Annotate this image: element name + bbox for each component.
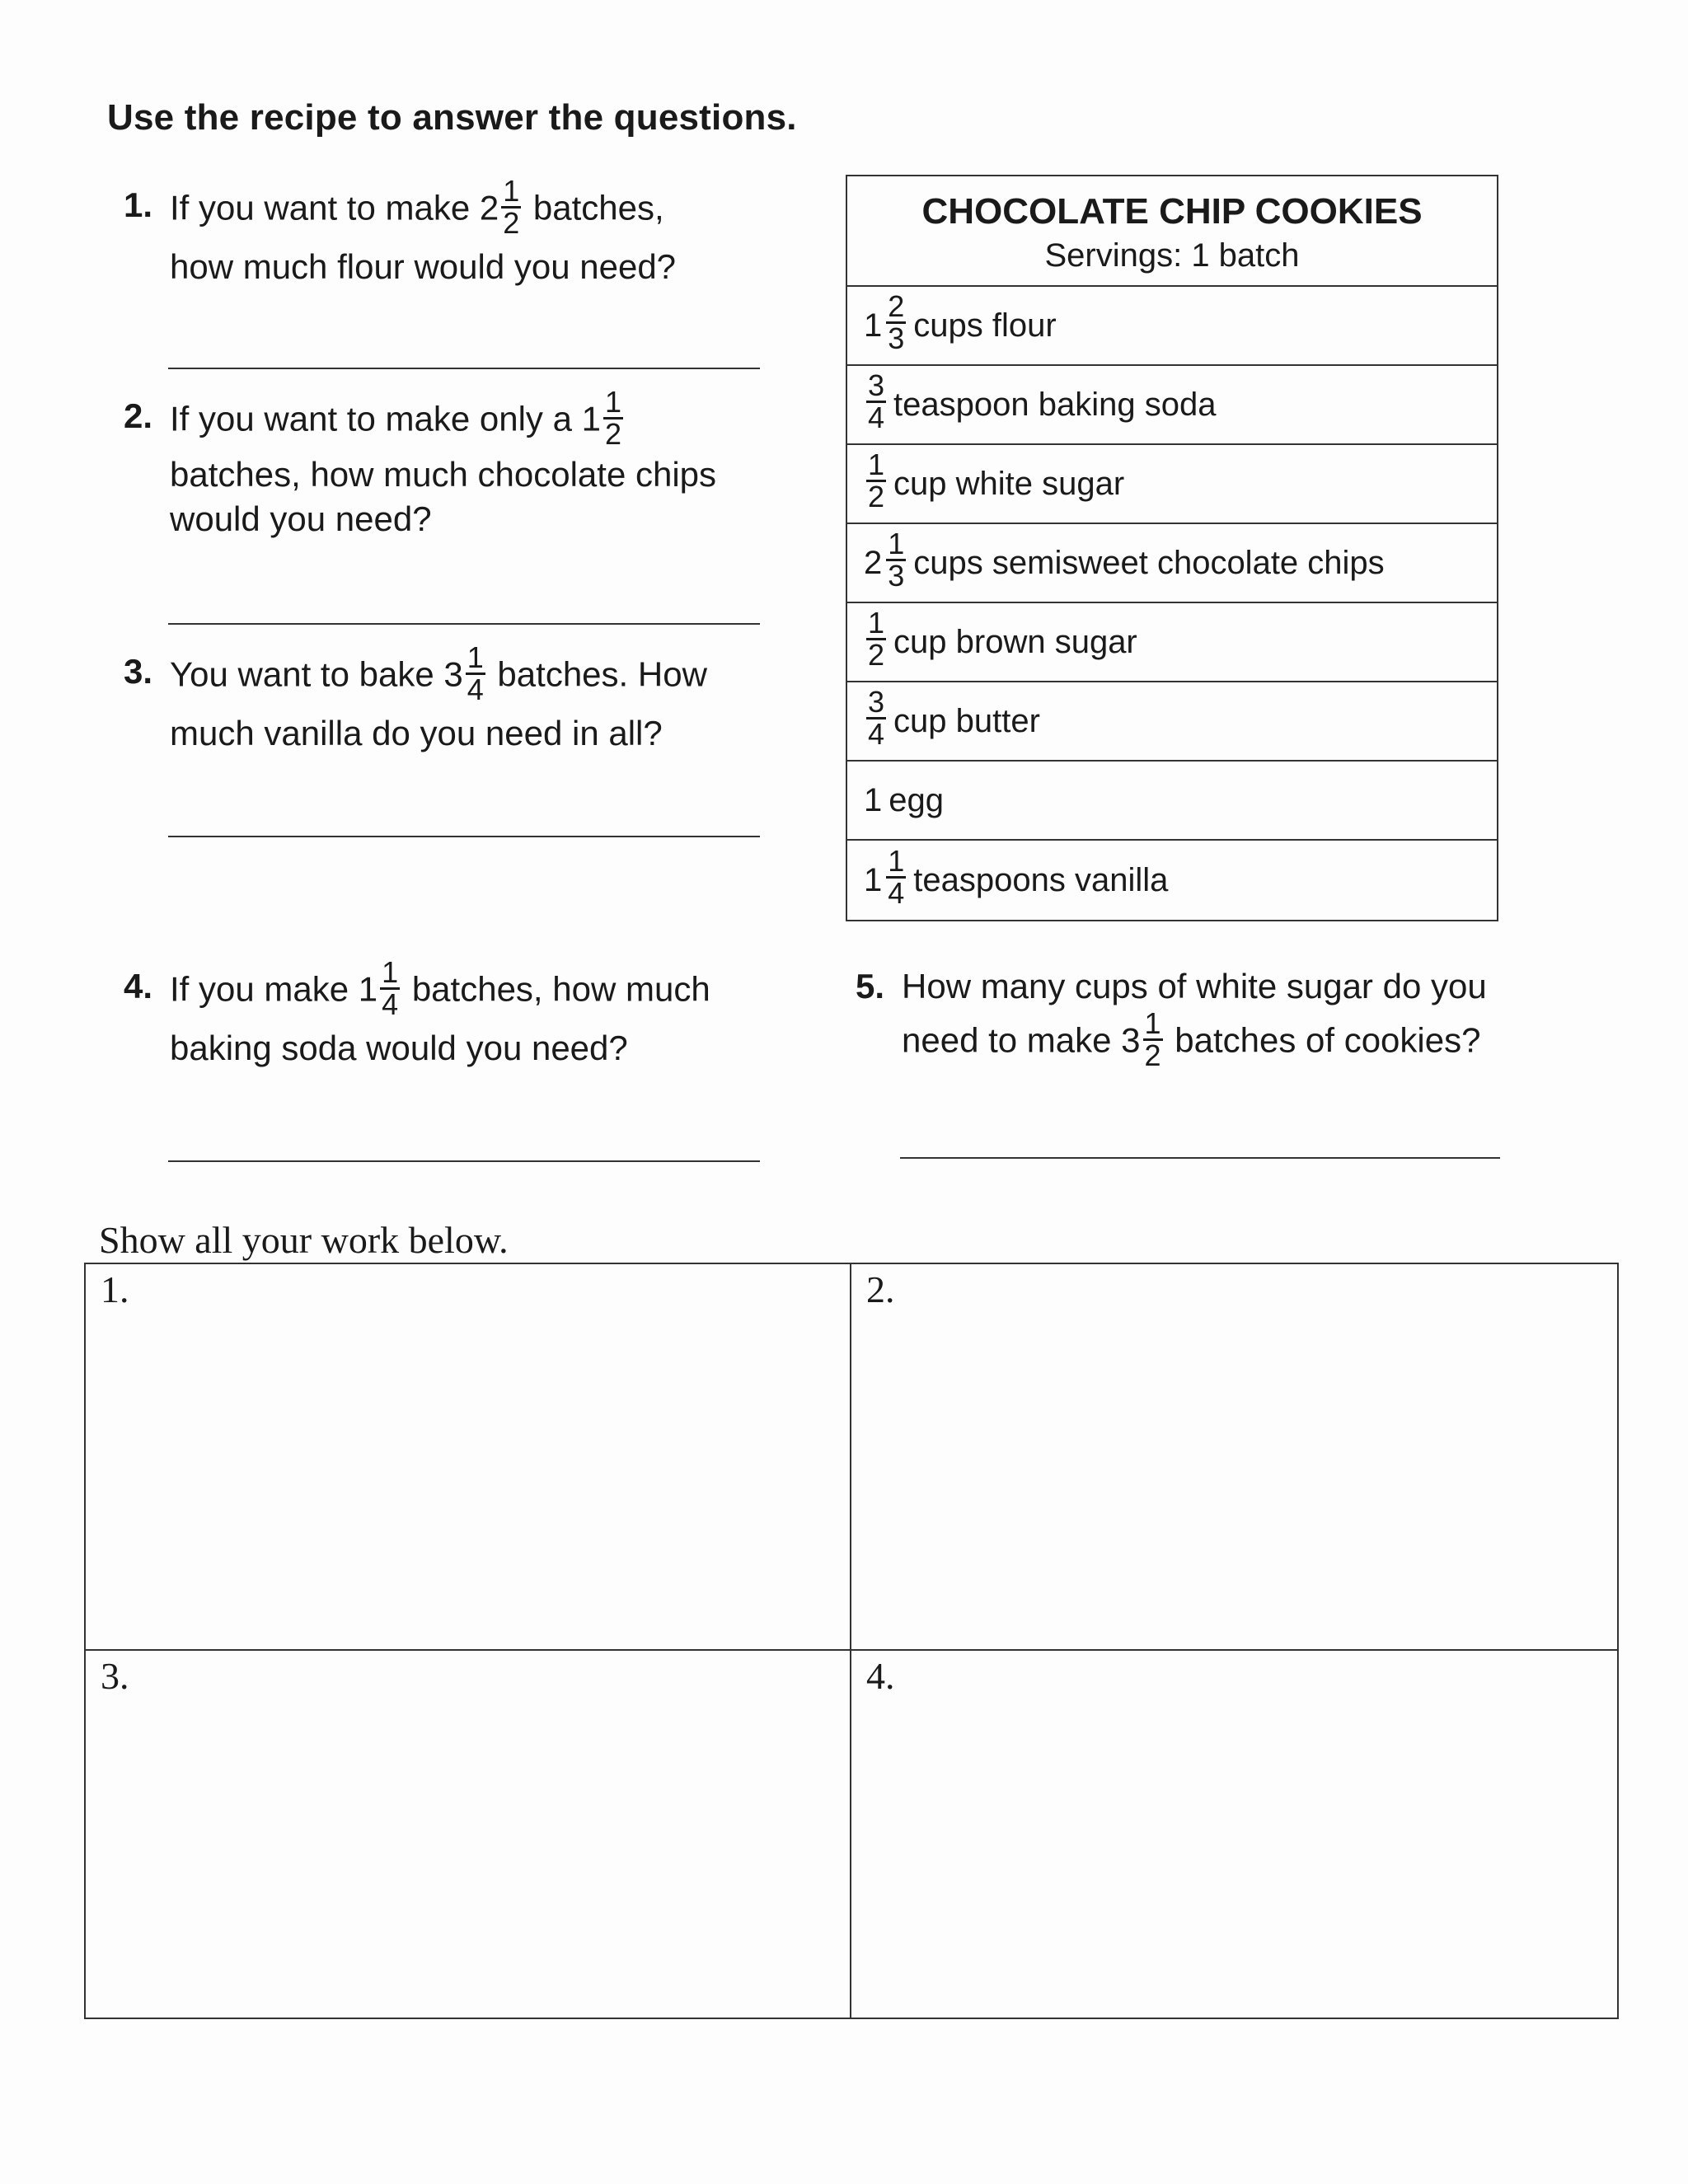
question-1 (124, 174, 750, 293)
fraction: $\frac{1}{2}$ (503, 174, 520, 240)
question-text: If you want to make only a (170, 399, 582, 438)
ingredient-fraction: $\frac{1}{4}$ (888, 843, 905, 910)
question-text: need to make (902, 1020, 1122, 1060)
ingredient-row (847, 366, 1497, 445)
question-text: batches of cookies? (1165, 1020, 1481, 1060)
mixed-whole: 2 (479, 188, 499, 227)
ingredient-fraction: $\frac{1}{3}$ (888, 526, 905, 593)
ingredient-whole: 2 (864, 544, 883, 581)
question-text: If you want to make (170, 188, 480, 227)
ingredient-fraction: $\frac{1}{2}$ (868, 447, 885, 513)
mixed-whole: 3 (443, 654, 463, 694)
ingredient-fraction: $\frac{2}{3}$ (888, 288, 905, 355)
work-instructions: Show all your work below. (99, 1219, 509, 1261)
question-text: batches, how much (402, 969, 710, 1009)
mixed-whole: 1 (581, 399, 601, 438)
question-3 (124, 640, 750, 759)
answer-line-3[interactable] (168, 836, 760, 837)
question-text: baking soda would you need? (170, 1029, 628, 1067)
ingredient-text: cups semisweet chocolate chips (913, 544, 1385, 581)
answer-line-4[interactable] (168, 1160, 760, 1162)
recipe-header (847, 176, 1497, 287)
recipe-servings: Servings: 1 batch (1044, 237, 1300, 274)
ingredient-whole: 1 (864, 861, 883, 898)
ingredient-row (847, 603, 1497, 682)
question-number: 4. (124, 967, 153, 1005)
ingredient-row (847, 445, 1497, 524)
mixed-whole: 1 (358, 969, 378, 1009)
recipe-card (846, 175, 1498, 921)
question-text: If you make (170, 969, 359, 1009)
ingredient-row (847, 762, 1497, 841)
work-cell-label: 4. (866, 1655, 895, 1697)
work-grid (84, 1263, 1619, 2019)
question-text: You want to bake (170, 654, 444, 694)
question-text: How many cups of white sugar do you (902, 967, 1487, 1005)
ingredient-text: cup brown sugar (893, 623, 1137, 660)
ingredient-whole: 1 (864, 307, 883, 344)
ingredient-whole: 1 (864, 781, 883, 818)
fraction: $\frac{1}{2}$ (1144, 1006, 1161, 1072)
recipe-title: CHOCOLATE CHIP COOKIES (921, 191, 1423, 232)
ingredient-row (847, 841, 1497, 920)
question-number: 3. (124, 652, 153, 691)
ingredient-text: egg (889, 781, 944, 818)
question-number: 2. (124, 396, 153, 435)
question-4 (124, 955, 750, 1074)
answer-line-1[interactable] (168, 368, 760, 369)
work-cell-label: 3. (101, 1655, 129, 1697)
question-text: would you need? (170, 499, 432, 538)
fraction: $\frac{1}{4}$ (467, 640, 484, 706)
question-text: batches. How (487, 654, 707, 694)
ingredient-text: teaspoon baking soda (893, 386, 1217, 423)
work-cell-1[interactable] (86, 1264, 851, 1651)
fraction: $\frac{1}{2}$ (604, 385, 621, 451)
work-cell-2[interactable] (851, 1264, 1617, 1651)
work-cell-3[interactable] (86, 1651, 851, 2018)
ingredient-row (847, 287, 1497, 366)
ingredient-text: teaspoons vanilla (913, 861, 1169, 898)
ingredient-fraction: $\frac{1}{2}$ (868, 605, 885, 672)
fraction: $\frac{1}{4}$ (382, 955, 399, 1021)
question-text: much vanilla do you need in all? (170, 714, 663, 752)
ingredient-fraction: $\frac{3}{4}$ (868, 368, 885, 434)
answer-line-5[interactable] (900, 1157, 1500, 1159)
mixed-whole: 3 (1121, 1020, 1141, 1060)
ingredient-row (847, 524, 1497, 603)
question-number: 5. (856, 967, 885, 1005)
question-text: how much flour would you need? (170, 247, 677, 286)
question-5 (856, 961, 1515, 1074)
ingredient-row (847, 682, 1497, 762)
question-2 (124, 385, 750, 541)
instructions-heading: Use the recipe to answer the questions. (107, 97, 797, 138)
work-cell-label: 1. (101, 1268, 129, 1310)
ingredient-text: cup white sugar (893, 465, 1125, 502)
ingredient-text: cups flour (913, 307, 1057, 344)
work-cell-label: 2. (866, 1268, 895, 1310)
answer-line-2[interactable] (168, 623, 760, 625)
question-number: 1. (124, 185, 153, 224)
question-text: batches, (523, 188, 664, 227)
ingredient-fraction: $\frac{3}{4}$ (868, 684, 885, 751)
question-text: batches, how much chocolate chips (170, 455, 717, 494)
work-cell-4[interactable] (851, 1651, 1617, 2018)
ingredient-text: cup butter (893, 702, 1040, 739)
